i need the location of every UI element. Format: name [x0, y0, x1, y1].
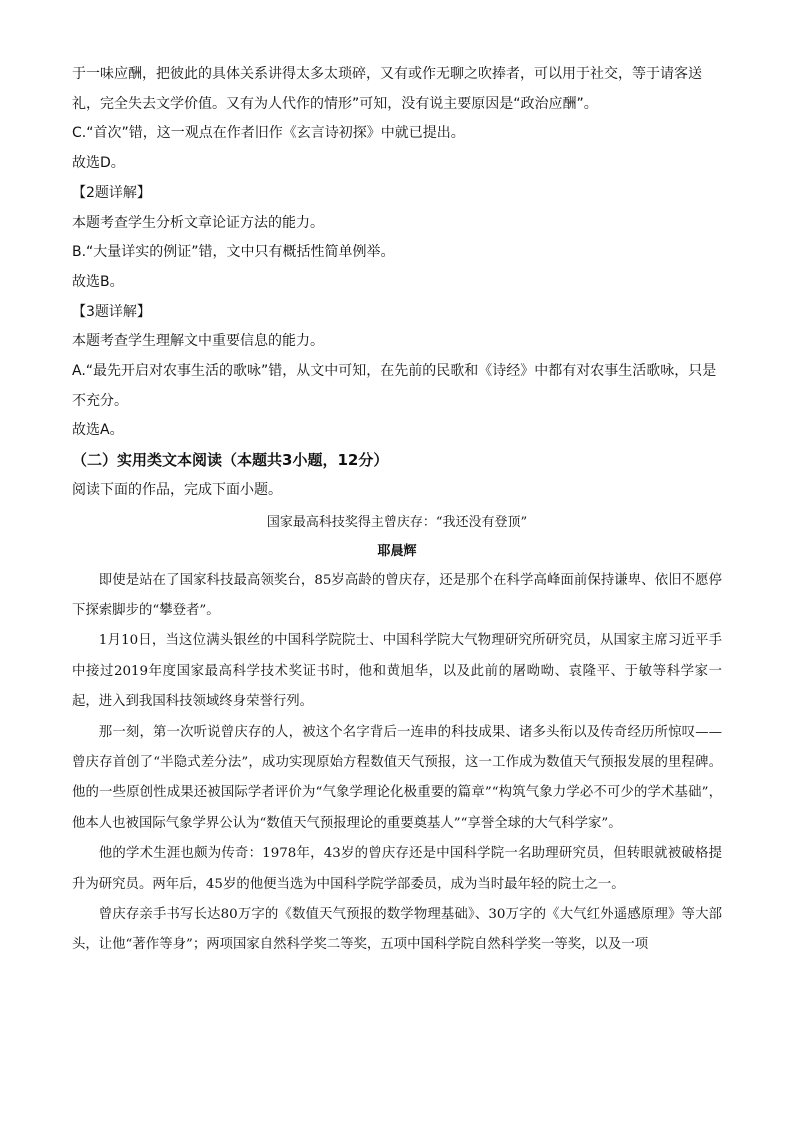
- answer-paragraph-6: B.“大量详实的例证”错，文中只有概括性简单例举。: [72, 244, 395, 261]
- answer-explanation-section: [72, 60, 722, 446]
- reading-instruction: 阅读下面的作品，完成下面小题。: [72, 481, 282, 498]
- question-2-detail-heading: 【2题详解】: [72, 184, 151, 201]
- answer-paragraph-2: C.“首次”错，这一观点在作者旧作《玄言诗初探》中就已提出。: [72, 125, 465, 142]
- answer-paragraph-5: 本题考查学生分析文章论证方法的能力。: [72, 214, 324, 231]
- article-author: 耶晨辉: [377, 543, 417, 559]
- answer-paragraph-9: 本题考查学生理解文中重要信息的能力。: [72, 333, 324, 350]
- article-paragraph-2: 1月10日，当这位满头银丝的中国科学院院士、中国科学院大气物理研究所研究员，从国家主席习近平手中接过2019年度国家最高科学技术奖证书时，他和黄旭华，以及此前的屠呦呦、袁隆平、于敏等科学家一起，进入到我国科技领域终身荣誉行列。: [72, 633, 722, 710]
- answer-choice-b: 故选B。: [72, 273, 124, 290]
- answer-choice-d: 故选D。: [72, 155, 125, 172]
- answer-paragraph-10: A.“最先开启对农事生活的歌咏”错，从文中可知，在先前的民歌和《诗经》中都有对农事生活歌咏，只是不充分。: [72, 363, 717, 409]
- article-paragraph-1: 即使是站在了国家科技最高领奖台，85岁高龄的曾庆存，还是那个在科学高峰面前保持谦卑、依旧不愿停下探索脚步的“攀登者”。: [72, 572, 722, 618]
- article-paragraph-5: 曾庆存亲手书写长达80万字的《数值天气预报的数学物理基础》、30万字的《大气红外遥感原理》等大部头，让他“著作等身”；两项国家自然科学奖二等奖，五项中国科学院自然科学奖一等奖，以及一项: [72, 907, 722, 953]
- article: [72, 508, 722, 961]
- answer-paragraph-1: 于一味应酬，把彼此的具体关系讲得太多太琐碎，又有或作无聊之吹捧者，可以用于社交，等于请客送礼，完全失去文学价值。又有为人代作的情形”可知，没有说主要原因是“政治应酬”。: [72, 66, 702, 112]
- article-title: 国家最高科技奖得主曾庆存：“我还没有登顶”: [266, 514, 528, 530]
- article-paragraph-4: 他的学术生涯也颇为传奇：1978年，43岁的曾庆存还是中国科学院一名助理研究员，但转眼就被破格提升为研究员。两年后，45岁的他便当选为中国科学院学部委员，成为当时最年轻的院士之一。: [72, 846, 722, 892]
- question-3-detail-heading: 【3题详解】: [72, 303, 151, 320]
- section-heading: （二）实用类文本阅读（本题共3小题，12分）: [72, 451, 389, 470]
- answer-choice-a: 故选A。: [72, 422, 124, 439]
- article-paragraph-3: 那一刻，第一次听说曾庆存的人，被这个名字背后一连串的科技成果、诸多头衔以及传奇经历所惊叹——曾庆存首创了“半隐式差分法”，成功实现原始方程数值天气预报，这一工作成为数值天气预报发展的里程碑。他的一些原创性成果还被国际学者评价为“气象学理论化极重要的篇章”“构筑气象力学必不可少的学术基础”，他本人也被国际气象学界公认为“数值天气预报理论的重要奠基人”“享誉全球的大气科学家”。: [72, 724, 722, 831]
